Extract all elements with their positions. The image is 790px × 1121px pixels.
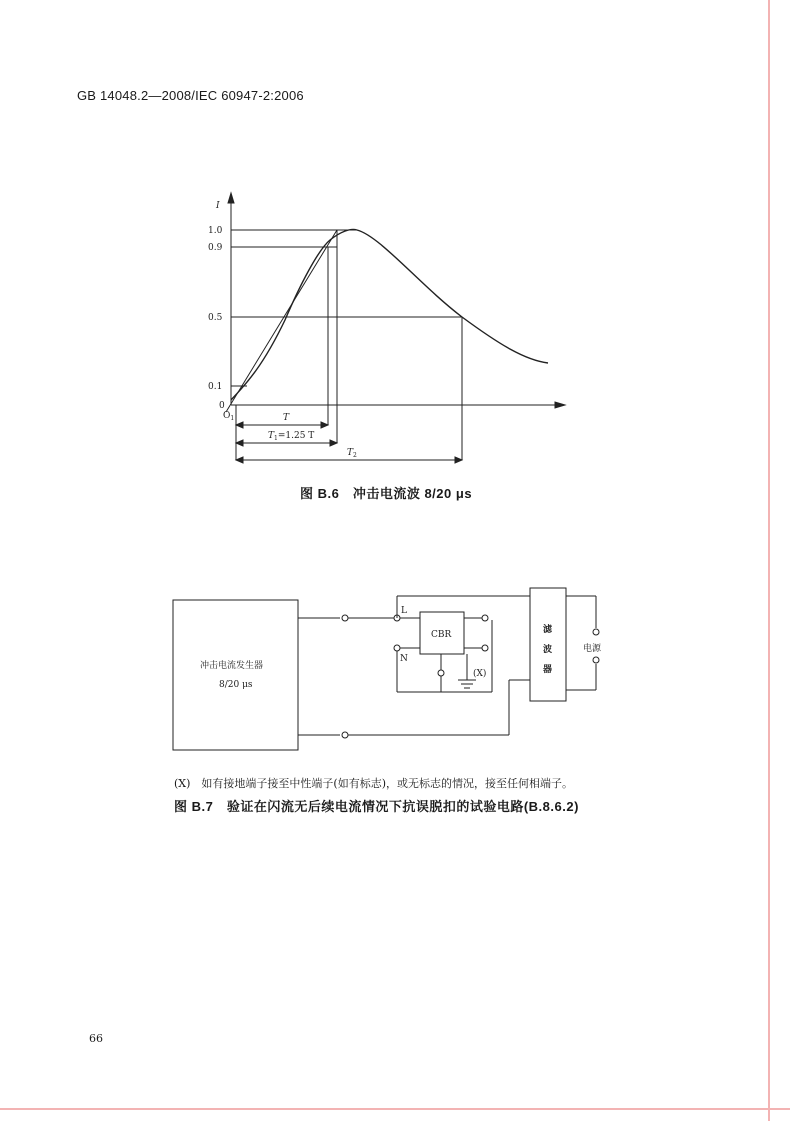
filter-label-1: 滤 bbox=[543, 625, 553, 635]
ground-label: (X) bbox=[473, 669, 487, 679]
figure-b7-caption: 图 B.7 验证在闪流无后续电流情况下抗误脱扣的试验电路(B.8.6.2) bbox=[174, 799, 579, 814]
dim-t-label: T bbox=[283, 413, 290, 423]
terminal-l-label: L bbox=[401, 606, 407, 616]
generator-box bbox=[173, 600, 298, 750]
tick-1-0: 1.0 bbox=[208, 226, 223, 236]
terminal-n bbox=[394, 645, 400, 651]
source-label: 电源 bbox=[583, 644, 602, 654]
generator-label: 冲击电流发生器 bbox=[200, 661, 264, 671]
page-number: 66 bbox=[89, 1032, 103, 1045]
tick-0-9: 0.9 bbox=[208, 243, 223, 253]
cbr-label: CBR bbox=[431, 630, 452, 640]
generator-rating: 8/20 μs bbox=[219, 680, 253, 690]
standard-header: GB 14048.2—2008/IEC 60947-2:2006 bbox=[77, 88, 304, 103]
figure-b6-caption: 图 B.6 冲击电流波 8/20 μs bbox=[300, 486, 473, 501]
tick-0: 0 bbox=[219, 401, 225, 411]
filter-label-2: 波 bbox=[543, 645, 553, 655]
y-axis-label: I bbox=[216, 201, 220, 211]
terminal bbox=[342, 615, 348, 621]
figure-b7-note: (X) 如有接地端子接至中性端子(如有标志)，或无标志的情况，接至任何相端子。 bbox=[174, 777, 573, 790]
filter-label-3: 器 bbox=[543, 665, 553, 675]
origin-label: $O_1$ bbox=[223, 411, 235, 422]
terminal-n-label: N bbox=[400, 654, 408, 664]
dim-t2-label: $T_2$ bbox=[347, 448, 357, 459]
dim-t1-label: $T_1=1.25$ T bbox=[268, 431, 315, 442]
tick-0-1: 0.1 bbox=[208, 382, 223, 392]
tick-0-5: 0.5 bbox=[208, 313, 223, 323]
page-edge bbox=[0, 1108, 790, 1110]
